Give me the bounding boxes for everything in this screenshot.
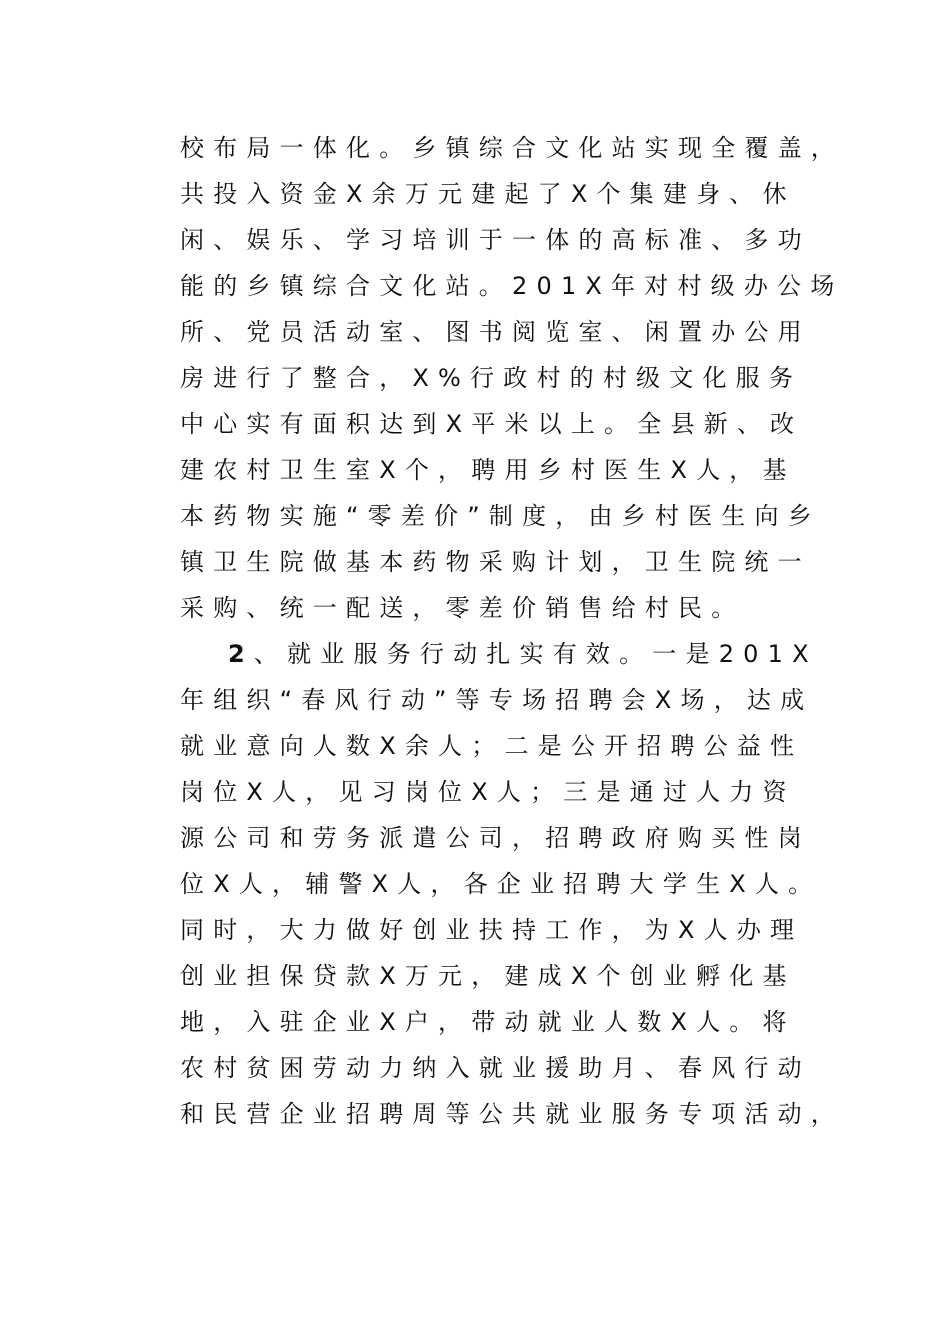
text-line: 同时，大力做好创业扶持工作，为X人办理 (180, 916, 804, 944)
section-heading-text: 、就业服务行动扎实有效。一是201X (253, 640, 818, 668)
text-line: 农村贫困劳动力纳入就业援助月、春风行动 (180, 1054, 811, 1082)
text-line: 地，入驻企业X户，带动就业人数X人。将 (180, 1008, 796, 1036)
text-line: 所、党员活动室、图书阅览室、闲置办公用 (180, 318, 811, 346)
text-line: 镇卫生院做基本药物采购计划，卫生院统一 (180, 548, 811, 576)
text-line: 本药物实施“零差价”制度，由乡村医生向乡 (180, 502, 821, 530)
text-line: 采购、统一配送，零差价销售给村民。 (180, 594, 745, 622)
text-line: 校布局一体化。乡镇综合文化站实现全覆盖， (180, 134, 844, 162)
text-line: 位X人，辅警X人，各企业招聘大学生X人。 (180, 870, 822, 898)
text-line: 共投入资金X余万元建起了X个集建身、休 (180, 180, 796, 208)
text-line: 岗位X人，见习岗位X人；三是通过人力资 (180, 778, 796, 806)
text-line: 房进行了整合，X%行政村的村级文化服务 (180, 364, 803, 392)
text-line: 中心实有面积达到X平米以上。全县新、改 (180, 410, 804, 438)
section-number: 2 (228, 640, 254, 668)
text-line: 就业意向人数X余人；二是公开招聘公益性 (180, 732, 804, 760)
text-line: 创业担保贷款X万元，建成X个创业孵化基 (180, 962, 796, 990)
text-line: 闲、娱乐、学习培训于一体的高标准、多功 (180, 226, 811, 254)
text-line: 和民营企业招聘周等公共就业服务专项活动， (180, 1100, 844, 1128)
text-line: 建农村卫生室X个，聘用乡村医生X人，基 (180, 456, 796, 484)
body-text (180, 125, 860, 1137)
paragraph-2-first-line (180, 631, 860, 677)
text-line: 能的乡镇综合文化站。201X年对村级办公场 (180, 272, 844, 300)
text-line: 年组织“春风行动”等专场招聘会X场，达成 (180, 686, 814, 714)
text-line: 源公司和劳务派遣公司，招聘政府购买性岗 (180, 824, 811, 852)
